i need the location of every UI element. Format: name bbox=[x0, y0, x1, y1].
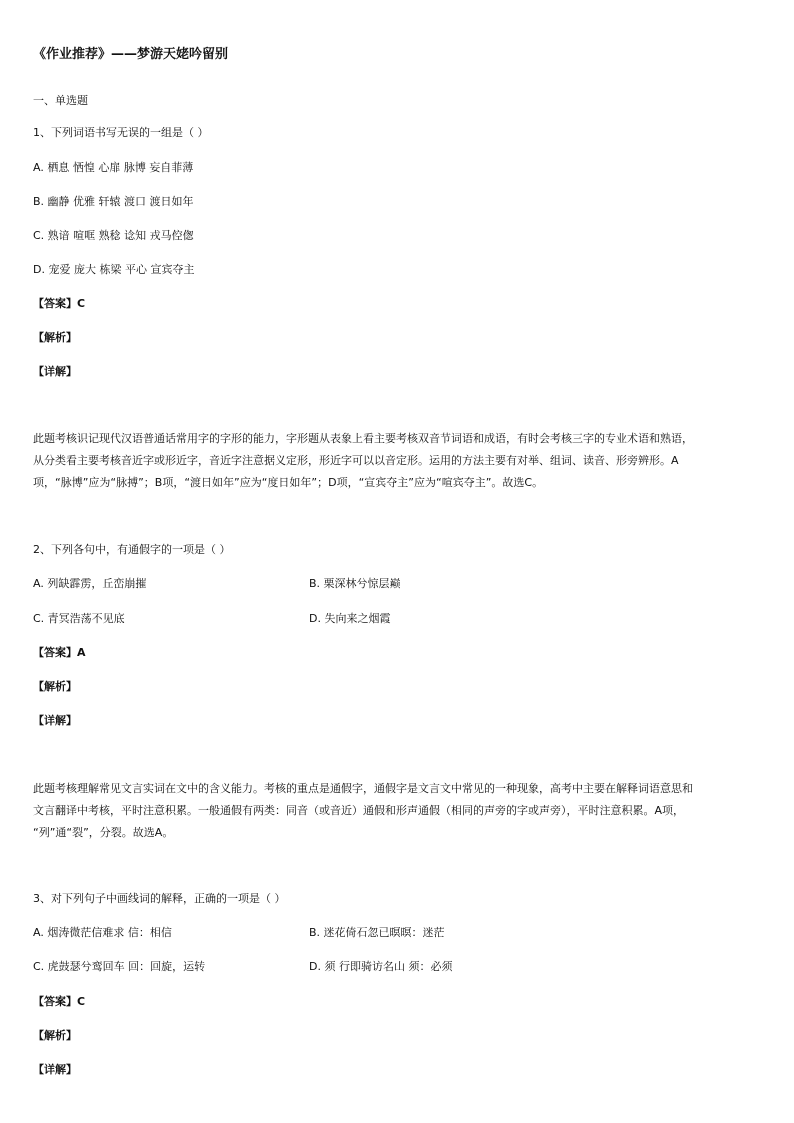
question-1-option-d: D. 宠爱 庞大 栋梁 平心 宣宾夺主 bbox=[33, 263, 195, 276]
explanation-line: 项，“脉博”应为“脉搏”；B项，“渡日如年”应为“度日如年”；D项，“宣宾夺主”应为“喧宾夺主”。故选C。 bbox=[33, 476, 544, 489]
question-3-answer: 【答案】C bbox=[33, 995, 86, 1008]
question-1-option-b: B. 幽静 优雅 轩辕 渡口 渡日如年 bbox=[33, 195, 194, 208]
document-title: 《作业推荐》——梦游天姥吟留别 bbox=[33, 47, 229, 62]
question-2-option-d: D. 失向来之烟霞 bbox=[309, 612, 391, 625]
question-2-option-c: C. 青冥浩荡不见底 bbox=[33, 612, 125, 625]
question-2-option-b: B. 栗深林兮惊层巅 bbox=[309, 577, 401, 590]
question-1-option-a: A. 栖息 恓惶 心扉 脉博 妄自菲薄 bbox=[33, 161, 194, 174]
question-3-option-d: D. 须 行即骑访名山 须：必须 bbox=[309, 960, 453, 973]
explanation-line: “列”通“裂”，分裂。故选A。 bbox=[33, 826, 174, 839]
explanation-line: 从分类看主要考核音近字或形近字，音近字注意据义定形，形近字可以以音定形。运用的方法主要有对举、组词、读音、形旁辨形。A bbox=[33, 454, 679, 467]
question-1-detail-label: 【详解】 bbox=[33, 365, 77, 378]
question-3-stem: 3、对下列句子中画线词的解释，正确的一项是（ ） bbox=[33, 892, 286, 905]
question-2-explanation bbox=[33, 778, 761, 844]
question-2-option-a: A. 列缺霹雳，丘峦崩摧 bbox=[33, 577, 147, 590]
question-3-option-b: B. 迷花倚石忽已暝暝：迷茫 bbox=[309, 926, 445, 939]
question-3-detail-label: 【详解】 bbox=[33, 1063, 77, 1076]
explanation-line: 文言翻译中考核，平时注意积累。一般通假有两类：同音（或音近）通假和形声通假（相同的声旁的字或声旁），平时注意积累。A项， bbox=[33, 804, 685, 817]
section-heading: 一、单选题 bbox=[33, 94, 88, 107]
question-2-stem: 2、下列各句中，有通假字的一项是（ ） bbox=[33, 543, 231, 556]
explanation-line: 此题考核理解常见文言实词在文中的含义能力。考核的重点是通假字，通假字是文言文中常见的一种现象，高考中主要在解释词语意思和 bbox=[33, 782, 693, 795]
explanation-line: 此题考核识记现代汉语普通话常用字的字形的能力，字形题从表象上看主要考核双音节词语和成语，有时会考核三字的专业术语和熟语， bbox=[33, 432, 693, 445]
question-1-answer: 【答案】C bbox=[33, 297, 86, 310]
question-2-answer: 【答案】A bbox=[33, 646, 86, 659]
question-1-analysis-label: 【解析】 bbox=[33, 331, 77, 344]
question-1-explanation bbox=[33, 428, 761, 494]
question-2-detail-label: 【详解】 bbox=[33, 714, 77, 727]
question-3-option-c: C. 虎鼓瑟兮鸾回车 回：回旋，运转 bbox=[33, 960, 206, 973]
question-2-analysis-label: 【解析】 bbox=[33, 680, 77, 693]
question-3-option-a: A. 烟涛微茫信难求 信：相信 bbox=[33, 926, 172, 939]
question-3-analysis-label: 【解析】 bbox=[33, 1029, 77, 1042]
question-1-stem: 1、下列词语书写无误的一组是（ ） bbox=[33, 126, 209, 139]
question-1-option-c: C. 熟谙 喧哐 熟稔 谂知 戎马倥偬 bbox=[33, 229, 194, 242]
